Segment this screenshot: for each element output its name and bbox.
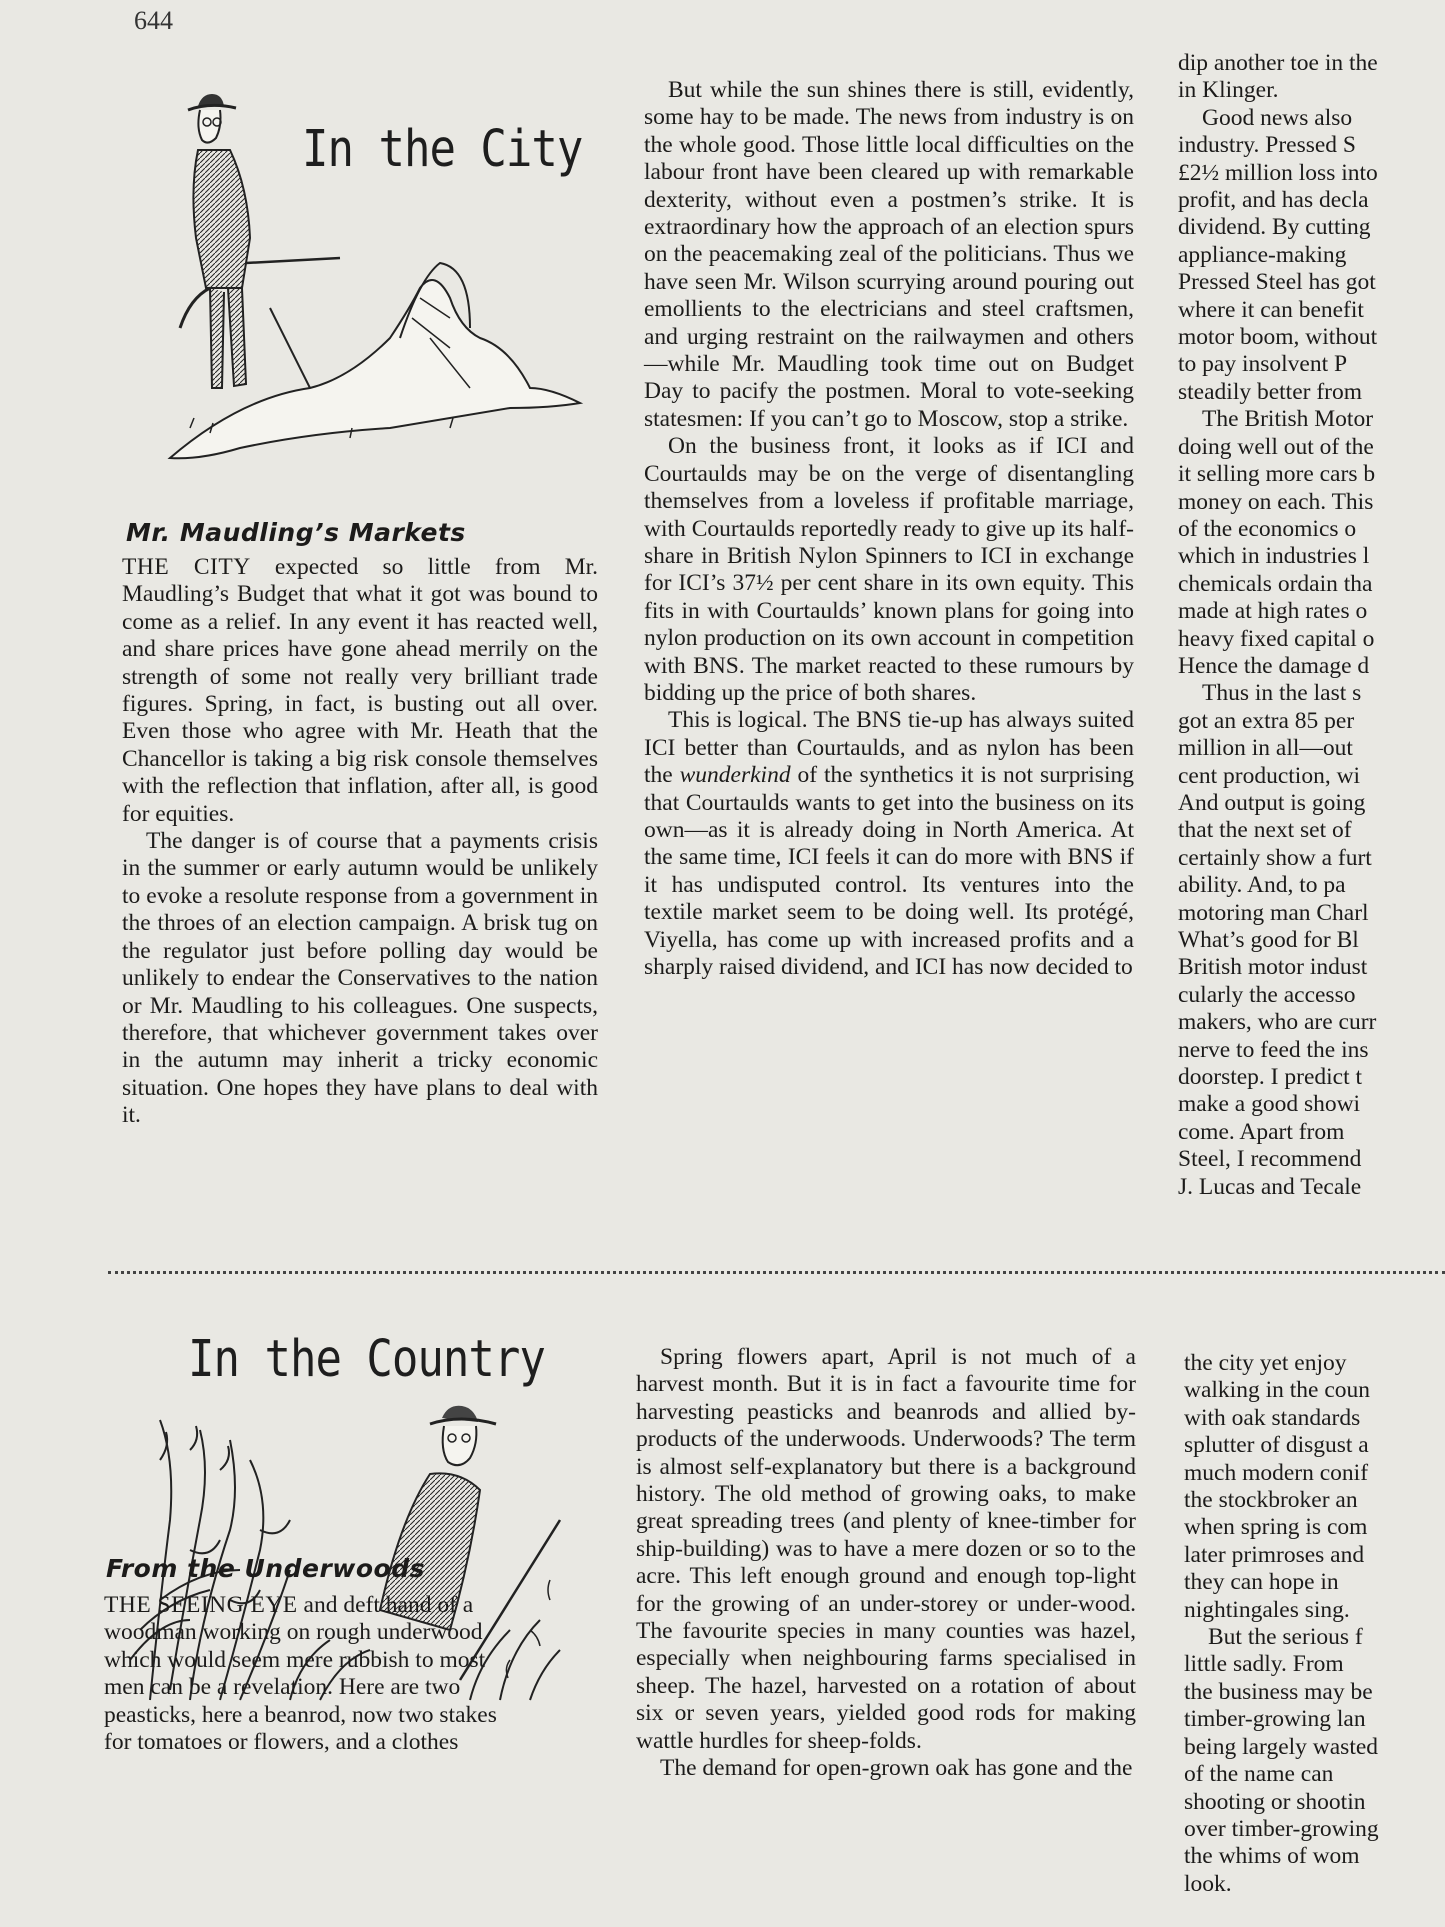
text-span: and deft hand of a <box>297 1592 474 1618</box>
text-line: The British Motor <box>1202 406 1374 433</box>
page-number: 644 <box>134 6 173 35</box>
text-line: the stockbroker an <box>1184 1487 1358 1514</box>
text-line: motor boom, without <box>1178 324 1378 351</box>
text-span: woodman working on rough underwood <box>104 1619 483 1646</box>
text-line: dip another toe in the <box>1178 50 1378 76</box>
text-line: later primroses and <box>1184 1541 1365 1568</box>
text-span: which would seem mere rubbish to most <box>104 1646 486 1673</box>
text-line: splutter of disgust a <box>1184 1432 1369 1459</box>
text-line: made at high rates o <box>1178 598 1368 625</box>
text-line: Steel, I recommend <box>1178 1146 1362 1173</box>
text-line: million in all—out <box>1178 735 1353 762</box>
text-line: dividend. By cutting <box>1178 214 1371 241</box>
text-line: appliance-making <box>1178 241 1347 268</box>
text-line: the whims of wom <box>1184 1843 1360 1870</box>
country-col2-para-1: Spring flowers apart, April is not much of a harvest month. But it is in fact a favourite time for harvesting peasticks and beanrods and allied by-products of the underwoods. Underwoods? The term is almost self-explanatory but there is a background history. The old method of growing oaks, to make great spreading trees (and plenty of knee-timber for ship-building) was to have a mere dozen or so to the acre. This left enough ground and enough top-light for the growing of an under-storey or under-wood. The favourite species in many counties was hazel, especially when neighbouring farms specialised in sheep. The hazel, harvested on a rotation of about six or seven years, yielded good rods for making wattle hurdles for sheep-folds. <box>636 1344 1136 1754</box>
city-col2-para-2: On the business front, it looks as if ICI and Courtaulds may be on the verge of disentangling themselves from a loveless if profitable marriage, with Courtaulds reportedly ready to give up its half-share in British Nylon Spinners to ICI in exchange for ICI’s 37½ per cent share in its own equity. This fits in with Courtaulds’ known plans for going into nylon production on its own account in competition with BNS. The market reacted to these rumours by bidding up the price of both shares. <box>644 433 1134 706</box>
text-line: to pay insolvent P <box>1178 351 1348 378</box>
text-line: the city yet enjoy <box>1184 1350 1347 1376</box>
text-line: profit, and has decla <box>1178 187 1369 214</box>
text-line: shooting or shootin <box>1184 1788 1366 1815</box>
text-line: of the economics o <box>1178 515 1357 542</box>
text-line: got an extra 85 per <box>1178 707 1355 734</box>
text-line: they can hope in <box>1184 1569 1339 1596</box>
text-line: walking in the coun <box>1184 1377 1371 1404</box>
text-span: men can be a revelation. Here are two <box>104 1674 461 1701</box>
country-column-2 <box>636 1344 1136 1783</box>
text-line: of the name can <box>1184 1761 1334 1788</box>
text-line: cularly the accesso <box>1178 981 1356 1008</box>
text-line <box>104 1647 592 1674</box>
text-line: timber-growing lan <box>1184 1706 1366 1733</box>
text-line <box>104 1592 592 1619</box>
text-line: Pressed Steel has got <box>1178 269 1376 296</box>
city-col2-para-1: But while the sun shines there is still, evidently, some hay to be made. The news from industry is on the whole good. Those little local difficulties on the labour front have been cleared up with remarkable dexterity, without even a postmen’s strike. It is extraordinary how the approach of an election spurs on the peacemaking zeal of the politicians. Thus we have seen Mr. Wilson scurrying around pouring out emollients to the electricians and steel craftsmen, and urging restraint on the railwaymen and others—while Mr. Maudling took time out on Budget Day to pacify the postmen. Moral to vote-seeking statesmen: If you can’t go to Moscow, stop a strike. <box>644 77 1134 432</box>
text-line: But the serious f <box>1208 1624 1363 1651</box>
text-line: steadily better from <box>1178 378 1363 405</box>
text-line: ability. And, to pa <box>1178 872 1346 899</box>
text-line: nerve to feed the ins <box>1178 1036 1369 1063</box>
city-column-1 <box>122 554 598 1130</box>
text-line: What’s good for Bl <box>1178 927 1359 953</box>
country-column-1 <box>104 1592 592 1756</box>
text-line: when spring is com <box>1184 1514 1368 1541</box>
text-line: makers, who are curr <box>1178 1009 1377 1036</box>
text-line <box>104 1702 592 1729</box>
text-line <box>104 1729 592 1756</box>
text-line: Good news also <box>1202 104 1353 131</box>
text-line: British motor indust <box>1178 954 1368 981</box>
country-subhead: From the Underwoods <box>106 1554 425 1583</box>
country-col2-para-2: The demand for open-grown oak has gone and the <box>660 1755 1133 1782</box>
text-line: industry. Pressed S <box>1178 132 1356 159</box>
text-line: it selling more cars b <box>1178 461 1376 488</box>
text-line: come. Apart from <box>1178 1118 1345 1145</box>
city-subhead: Mr. Maudling’s Markets <box>126 518 466 547</box>
text-line: over timber-growing <box>1184 1815 1379 1842</box>
country-column-3 <box>1184 1350 1445 1898</box>
text-span: peasticks, here a beanrod, now two stakes <box>104 1701 497 1728</box>
text-line: £2½ million loss into <box>1178 159 1378 186</box>
text-line: heavy fixed capital o <box>1178 625 1375 652</box>
text-line: little sadly. From <box>1184 1651 1344 1678</box>
text-line: chemicals ordain tha <box>1178 570 1373 597</box>
text-line: with oak standards <box>1184 1404 1361 1431</box>
city-section-title: In the City <box>302 120 583 179</box>
text-line: Hence the damage d <box>1178 652 1370 679</box>
text-line: Thus in the last s <box>1202 680 1362 707</box>
city-col2-para-3: This is logical. The BNS tie-up has always suited ICI better than Courtaulds, and as nylon has been the wunderkind of the synthetics it is not surprising that Courtaulds wants to get into the business on its own—as it is already doing in North America. At the same time, ICI feels it can do more with BNS if it has undisputed control. Its ventures into the textile market seem to be doing well. Its protégé, Viyella, has come up with increased profits and a sharply raised dividend, and ICI has now decided to <box>644 707 1134 980</box>
city-col1-lead: THE CITY <box>122 554 251 580</box>
text-line <box>104 1674 592 1701</box>
text-line: where it can benefit <box>1178 296 1364 323</box>
text-line: in Klinger. <box>1178 77 1279 104</box>
text-span: for tomatoes or flowers, and a clothes <box>104 1729 459 1756</box>
text-line: much modern conif <box>1184 1459 1369 1486</box>
text-line: the business may be <box>1184 1678 1373 1705</box>
city-col1-para-2: The danger is of course that a payments crisis in the summer or early autumn would be unlikely to evoke a resolute response from a government in the throes of an election campaign. A brisk tug on the regulator just before polling day would be unlikely to endear the Conservatives to the nation or Mr. Maudling to his colleagues. One suspects, therefore, that whichever government takes over in the autumn may inherit a tricky economic situation. One hopes they have plans to deal with it. <box>122 828 598 1129</box>
city-col1-para-1: THE CITY expected so little from Mr. Maudling’s Budget that what it got was bound to come as a relief. In any event it has reacted well, and share prices have gone ahead merrily on the strength of some not really very brilliant trade figures. Spring, in fact, is busting out all over. Even those who agree with Mr. Heath that the Chancellor is taking a big risk console themselves with the reflection that inflation, after all, is good for equities. <box>122 554 598 827</box>
country-col1-lead: THE SEEING EYE <box>104 1592 298 1618</box>
text-line: nightingales sing. <box>1184 1596 1350 1623</box>
text-line: cent production, wi <box>1178 762 1361 789</box>
city-column-3 <box>1178 50 1445 1201</box>
text-line: J. Lucas and Tecale <box>1178 1173 1362 1200</box>
text-line: make a good showi <box>1178 1091 1361 1118</box>
text-line: doorstep. I predict t <box>1178 1064 1363 1091</box>
text-line <box>104 1619 592 1646</box>
text-line: that the next set of <box>1178 817 1352 844</box>
city-column-2 <box>644 77 1134 981</box>
text-line: look. <box>1184 1870 1232 1897</box>
text-line: motoring man Charl <box>1178 899 1369 926</box>
text-line: certainly show a furt <box>1178 844 1372 871</box>
section-divider <box>108 1271 1445 1274</box>
text-line: money on each. This <box>1178 488 1374 515</box>
country-section-title: In the Country <box>188 1330 545 1389</box>
text-line: doing well out of the <box>1178 433 1374 460</box>
text-line: which in industries l <box>1178 543 1370 570</box>
text-line: And output is going <box>1178 789 1366 816</box>
text-line: being largely wasted <box>1184 1733 1379 1760</box>
